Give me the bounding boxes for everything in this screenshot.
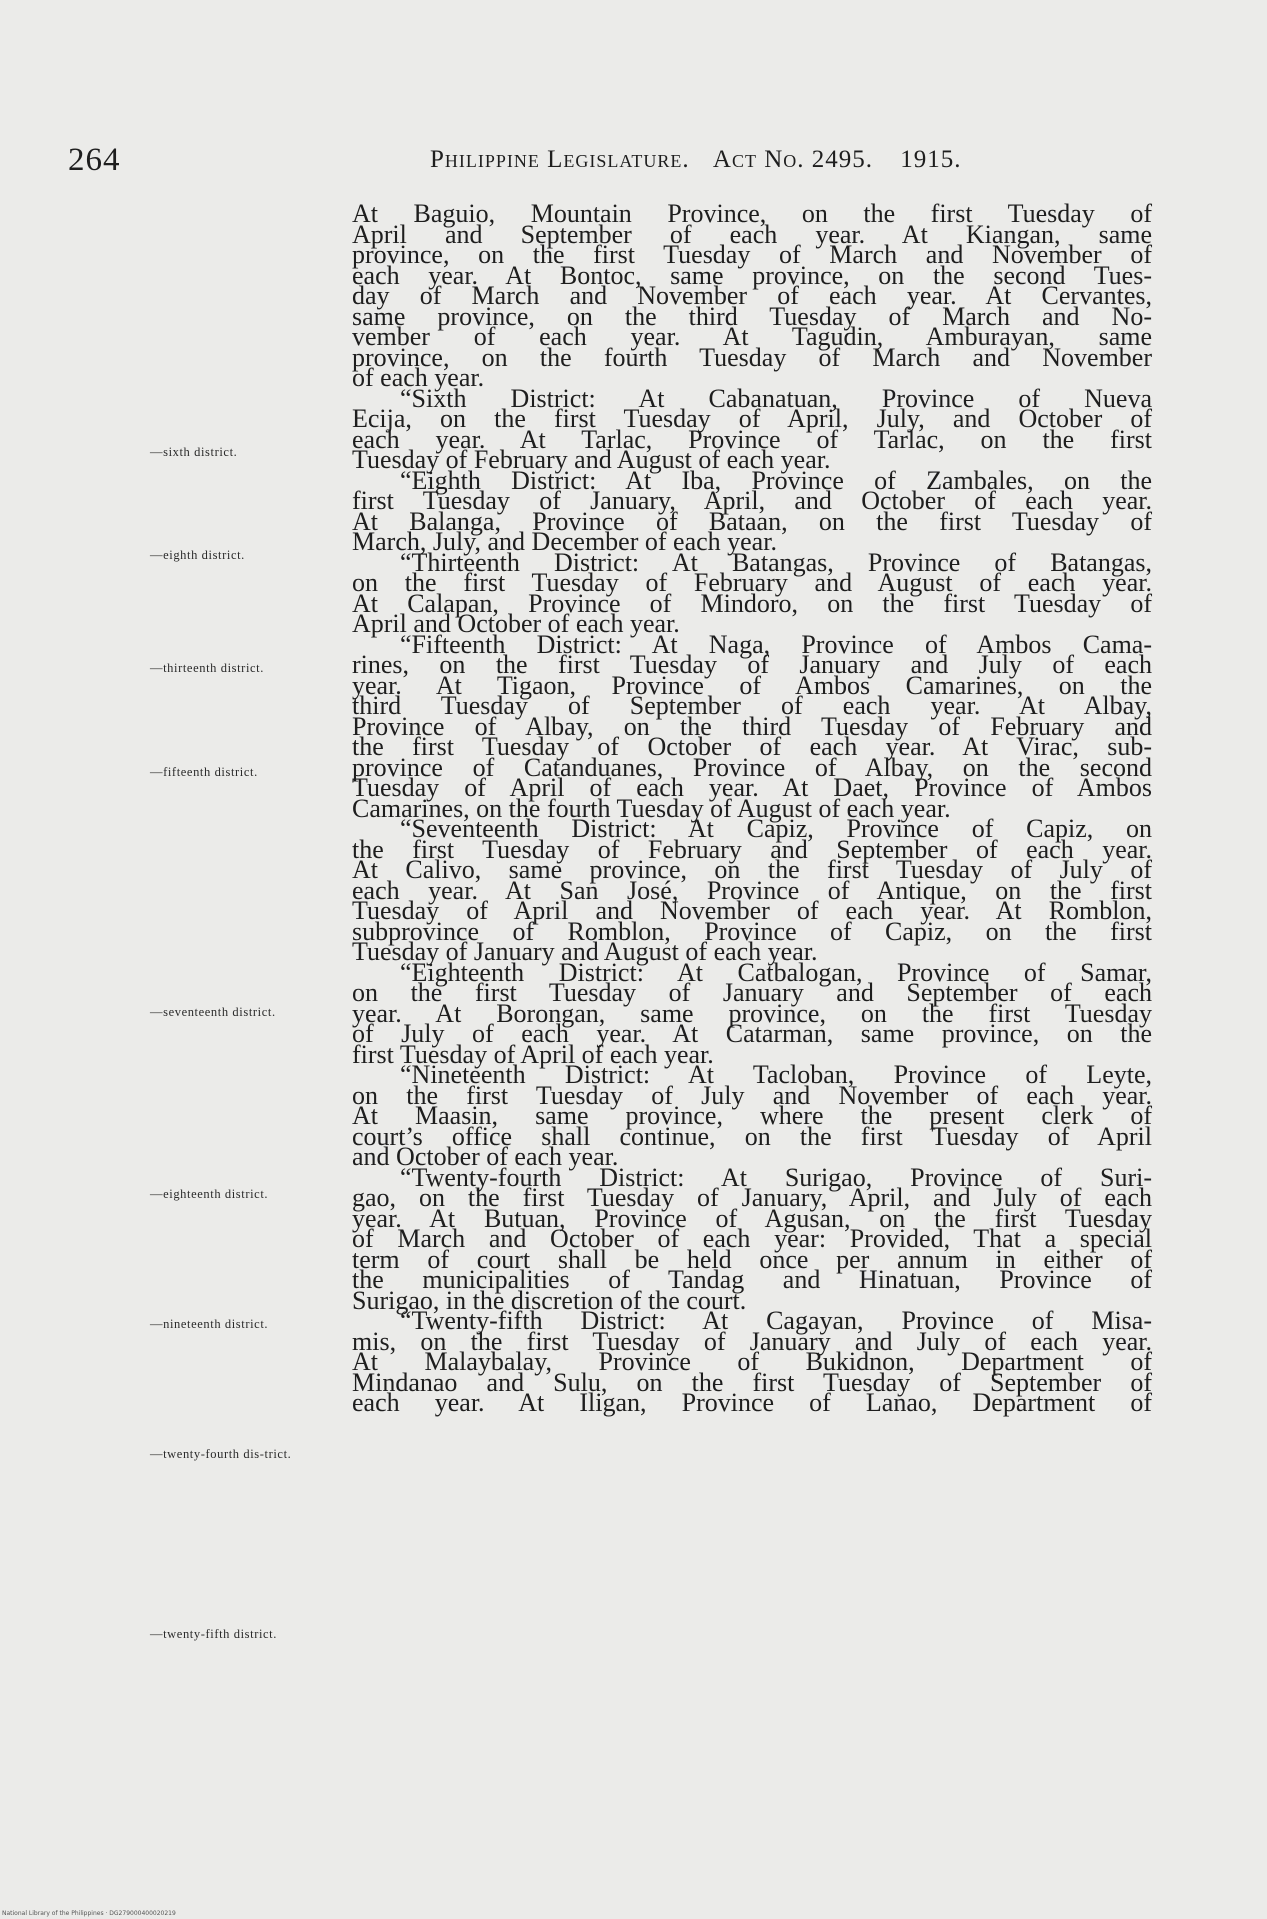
body-line: each year. At San José, Province of Antique, on the first <box>352 875 1152 905</box>
body-line: the first Tuesday of October of each year. At Virac, sub- <box>352 732 1152 761</box>
running-head-year: 1915. <box>900 146 962 173</box>
body-line: At Calivo, same province, on the first Tuesday of July of <box>352 855 1152 884</box>
body-line: “Seventeenth District: At Capiz, Province of Capiz, on <box>400 814 1152 843</box>
running-head-act: Act No. 2495. <box>712 146 874 173</box>
body-line: of each year. <box>352 363 485 392</box>
body-text <box>352 199 1152 1417</box>
body-line: and October of each year. <box>352 1142 619 1171</box>
body-line: province, on the fourth Tuesday of March and November <box>352 342 1152 372</box>
body-line: on the first Tuesday of July and November of each year. <box>352 1080 1152 1110</box>
body-line: term of court shall be held once per annum in either of <box>352 1244 1152 1274</box>
body-line: the first Tuesday of February and September of each year. <box>352 834 1152 864</box>
body-line: Tuesday of January and August of each year. <box>352 937 818 966</box>
body-line: province, on the first Tuesday of March and November of <box>352 240 1152 269</box>
margin-note-thirteenth-district: —thirteenth district. <box>150 661 264 675</box>
margin-note-nineteenth-district: —nineteenth district. <box>150 1317 269 1331</box>
body-line: “Eighth District: At Iba, Province of Zambales, on the <box>400 465 1152 495</box>
margin-note-eighteenth-district: —eighteenth district. <box>150 1187 269 1201</box>
body-line: of July of each year. At Catarman, same province, on the <box>352 1019 1152 1048</box>
body-line: Tuesday of April of each year. At Daet, Province of Ambos <box>352 773 1152 802</box>
body-line: Ecija, on the first Tuesday of April, July, and October of <box>352 404 1152 433</box>
body-line: Tuesday of April and November of each year. At Romblon, <box>352 896 1152 925</box>
body-line: year. At Butuan, Province of Agusan, on the first Tuesday <box>352 1203 1152 1233</box>
margin-note-twenty-fourth-district: —twenty-fourth dis-trict. <box>150 1447 292 1461</box>
body-line: Province of Albay, on the third Tuesday of February and <box>352 711 1152 741</box>
body-line: “Nineteenth District: At Tacloban, Province of Leyte, <box>400 1060 1152 1089</box>
body-line: At Calapan, Province of Mindoro, on the first Tuesday of <box>352 588 1152 618</box>
body-line: each year. At Iligan, Province of Lanao, Department of <box>352 1388 1152 1417</box>
body-line: gao, on the first Tuesday of January, April, and July of each <box>352 1183 1152 1212</box>
body-line: “Twenty-fourth District: At Surigao, Province of Suri- <box>400 1162 1152 1192</box>
body-line: “Fifteenth District: At Naga, Province of Ambos Cama- <box>400 629 1152 659</box>
body-line: each year. At Bontoc, same province, on the second Tues- <box>352 260 1152 290</box>
running-head-legislature: Philippine Legislature. <box>430 146 690 173</box>
running-head <box>430 146 1130 174</box>
body-line: At Baguio, Mountain Province, on the first Tuesday of <box>352 199 1152 228</box>
body-line: “Thirteenth District: At Batangas, Province of Batangas, <box>400 547 1152 577</box>
body-line: year. At Borongan, same province, on the first Tuesday <box>352 998 1152 1028</box>
body-line: Camarines, on the fourth Tuesday of August of each year. <box>352 793 951 823</box>
body-line: mis, on the first Tuesday of January and July of each year. <box>352 1326 1152 1356</box>
body-line: first Tuesday of January, April, and October of each year. <box>352 486 1152 515</box>
footer-credit: National Library of the Philippines · DG279000400020219 <box>2 1910 176 1917</box>
body-line: “Sixth District: At Cabanatuan, Province of Nueva <box>400 383 1152 413</box>
body-line: “Eighteenth District: At Catbalogan, Province of Samar, <box>400 957 1152 987</box>
body-line: of March and October of each year: Provided, That a special <box>352 1224 1152 1253</box>
body-line: “Twenty-fifth District: At Cagayan, Province of Misa- <box>400 1306 1152 1335</box>
body-line: Surigao, in the discretion of the court. <box>352 1285 747 1315</box>
margin-note-twenty-fifth-district: —twenty-fifth district. <box>150 1627 277 1641</box>
body-line: At Maasin, same province, where the present clerk of <box>352 1101 1152 1130</box>
body-line: first Tuesday of April of each year. <box>352 1039 714 1069</box>
margin-note-seventeenth-district: —seventeenth district. <box>150 1005 276 1019</box>
body-line: At Balanga, Province of Bataan, on the first Tuesday of <box>352 506 1152 536</box>
page-number: 264 <box>68 142 121 178</box>
body-line: on the first Tuesday of January and September of each <box>352 978 1152 1007</box>
margin-note-eighth-district: —eighth district. <box>150 548 245 562</box>
body-line: year. At Tigaon, Province of Ambos Camarines, on the <box>352 670 1152 700</box>
margin-note-fifteenth-district: —fifteenth district. <box>150 765 258 779</box>
body-line: At Malaybalay, Province of Bukidnon, Department of <box>352 1347 1152 1376</box>
body-line: third Tuesday of September of each year. At Albay, <box>352 691 1152 720</box>
body-line: rines, on the first Tuesday of January and July of each <box>352 650 1152 679</box>
body-line: court’s office shall continue, on the first Tuesday of April <box>352 1121 1152 1151</box>
body-line: Tuesday of February and August of each year. <box>352 445 831 474</box>
margin-note-sixth-district: —sixth district. <box>150 445 238 459</box>
body-line: on the first Tuesday of February and August of each year. <box>352 568 1152 597</box>
body-line: same province, on the third Tuesday of March and No- <box>352 301 1152 331</box>
body-line: the municipalities of Tandag and Hinatuan, Province of <box>352 1265 1152 1294</box>
body-line: province of Catanduanes, Province of Albay, on the second <box>352 752 1152 782</box>
body-line: April and October of each year. <box>352 609 680 638</box>
body-line: March, July, and December of each year. <box>352 527 777 556</box>
body-line: Mindanao and Sulu, on the first Tuesday of September of <box>352 1367 1152 1397</box>
body-line: vember of each year. At Tagudin, Amburayan, same <box>352 322 1152 351</box>
body-line: subprovince of Romblon, Province of Capiz, on the first <box>352 916 1152 946</box>
body-line: day of March and November of each year. At Cervantes, <box>352 281 1152 310</box>
body-line: each year. At Tarlac, Province of Tarlac, on the first <box>352 424 1152 454</box>
body-line: April and September of each year. At Kiangan, same <box>352 219 1152 249</box>
